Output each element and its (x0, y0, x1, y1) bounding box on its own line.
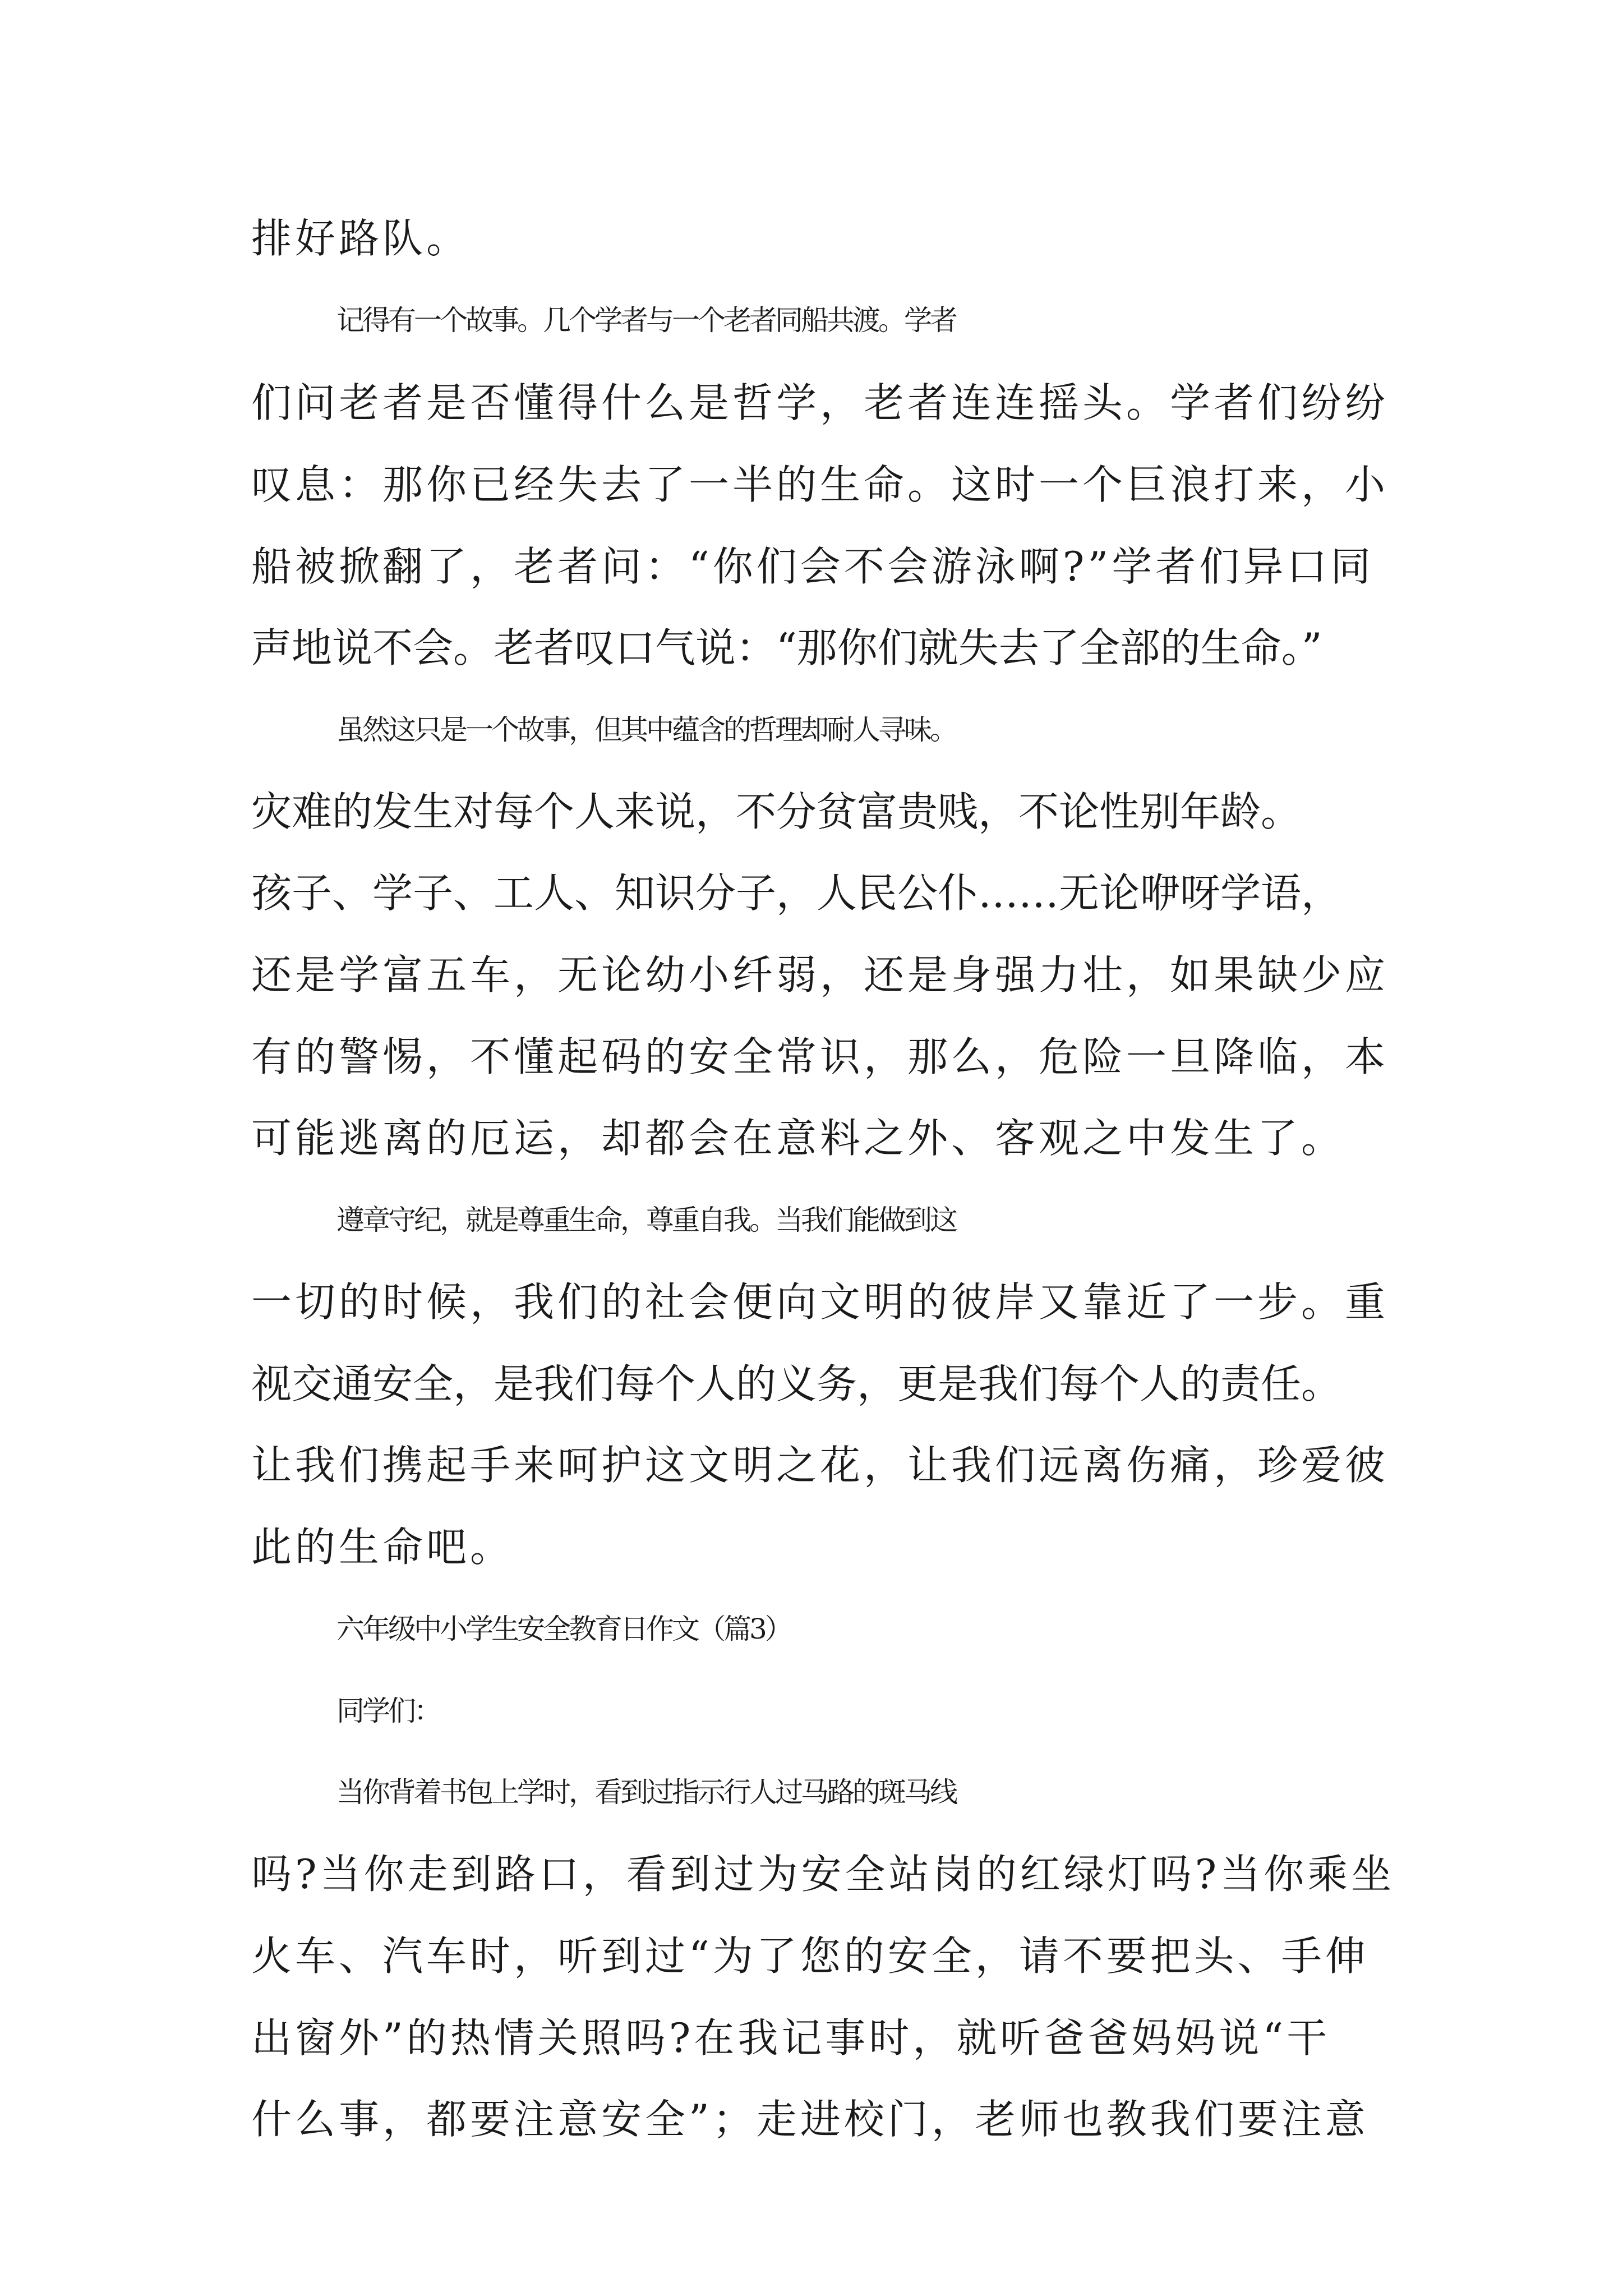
text-line: 出窗外”的热情关照吗?在我记事时，就听爸爸妈妈说“干 (251, 2014, 1331, 2062)
text-line: 船被掀翻了，老者问：“你们会不会游泳啊?”学者们异口同 (251, 543, 1375, 590)
text-line: 们问老者是否懂得什么是哲学，老者连连摇头。学者们纷纷 (251, 379, 1389, 426)
text-line: 火车、汽车时，听到过“为了您的安全，请不要把头、手伸 (251, 1932, 1369, 1980)
text-line: 孩子、学子、工人、知识分子，人民公仆……无论咿呀学语， (251, 869, 1342, 917)
text-line: 让我们携起手来呵护这文明之花，让我们远离伤痛，珍爱彼 (251, 1442, 1389, 1489)
salutation: 同学们： (336, 1695, 440, 1727)
text-line: 还是学富五车，无论幼小纤弱，还是身强力壮，如果缺少应 (251, 951, 1389, 999)
text-line: 吗?当你走到路口，看到过为安全站岗的红绿灯吗?当你乘坐 (251, 1851, 1395, 1898)
text-line: 视交通安全，是我们每个人的义务，更是我们每个人的责任。 (251, 1360, 1342, 1407)
paragraph-start-line: 记得有一个故事。几个学者与一个老者同船共渡。学者 (336, 304, 956, 337)
text-line: 排好路队。 (251, 215, 471, 262)
text-line: 声地说不会。老者叹口气说：“那你们就失去了全部的生命。” (251, 624, 1322, 671)
text-line: 什么事，都要注意安全”；走进校门，老师也教我们要注意 (251, 2096, 1369, 2143)
paragraph-start-line: 当你背着书包上学时，看到过指示行人过马路的斑马线 (336, 1776, 956, 1809)
section-heading: 六年级中小学生安全教育日作文（篇3） (336, 1613, 791, 1645)
text-line: 此的生命吧。 (251, 1524, 514, 1571)
text-line: 叹息：那你已经失去了一半的生命。这时一个巨浪打来，小 (251, 461, 1389, 508)
paragraph-start-line: 遵章守纪，就是尊重生命，尊重自我。当我们能做到这 (336, 1204, 956, 1236)
text-line: 灾难的发生对每个人来说，不分贫富贵贱，不论性别年龄。 (251, 788, 1302, 835)
text-line: 有的警惕，不懂起码的安全常识，那么，危险一旦降临，本 (251, 1033, 1389, 1080)
text-line: 可能逃离的厄运，却都会在意料之外、客观之中发生了。 (251, 1115, 1345, 1162)
text-line: 一切的时候，我们的社会便向文明的彼岸又靠近了一步。重 (251, 1278, 1389, 1326)
paragraph-start-line: 虽然这只是一个故事，但其中蕴含的哲理却耐人寻味。 (336, 714, 956, 746)
